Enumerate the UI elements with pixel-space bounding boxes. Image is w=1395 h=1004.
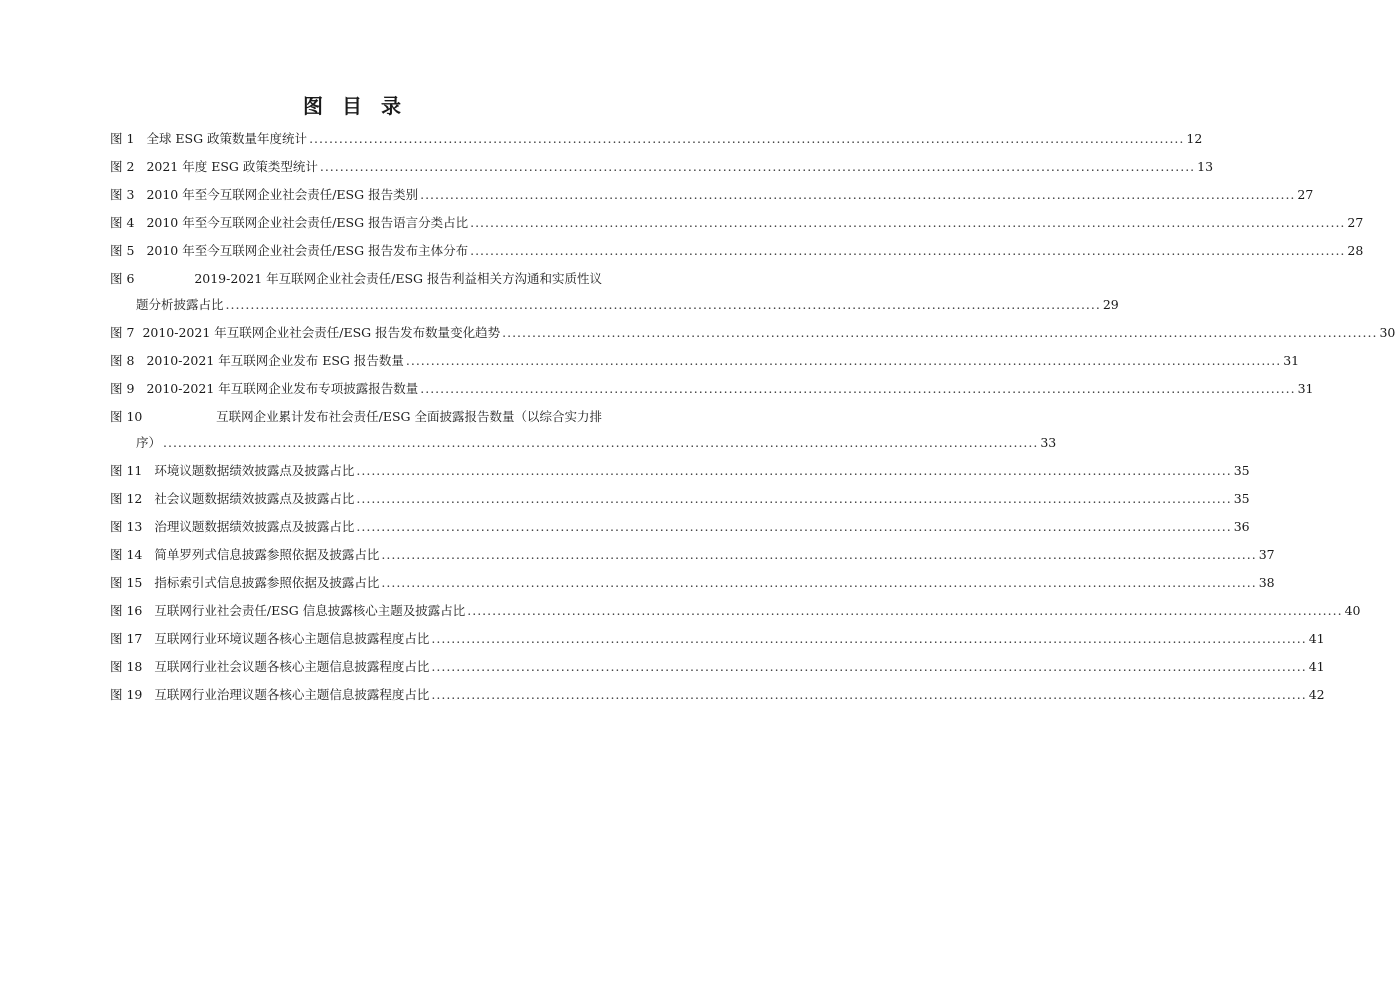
- entry-title-line-1: 互联网企业累计发布社会责任/ESG 全面披露报告数量（以综合实力排: [216, 409, 602, 424]
- toc-entry-fig-7[interactable]: [110, 324, 1395, 342]
- entry-page-number: 31: [1297, 381, 1314, 396]
- entry-title: 2010-2021 年互联网企业发布专项披露报告数量: [146, 381, 419, 396]
- dot-leader: [381, 546, 1256, 564]
- entry-title: 2010 年至今互联网企业社会责任/ESG 报告语言分类占比: [146, 215, 469, 230]
- entry-label: 图 2: [110, 159, 135, 174]
- entry-label: 图 7: [110, 325, 135, 340]
- entry-title: 互联网行业环境议题各核心主题信息披露程度占比: [154, 631, 430, 646]
- entry-label: 图 12: [110, 491, 143, 506]
- entry-title: 2021 年度 ESG 政策类型统计: [146, 159, 318, 174]
- entry-title: 2010 年至今互联网企业社会责任/ESG 报告类别: [146, 187, 419, 202]
- entry-page-number: 41: [1308, 659, 1325, 674]
- entry-page-number: 42: [1308, 687, 1325, 702]
- toc-entry-fig-10[interactable]: [110, 408, 1057, 452]
- entry-page-number: 13: [1197, 159, 1214, 174]
- entry-label: 图 3: [110, 187, 135, 202]
- entry-label: 图 15: [110, 575, 143, 590]
- toc-entry-fig-11[interactable]: [110, 462, 1250, 480]
- toc-entry-fig-6[interactable]: [110, 270, 1119, 314]
- dot-leader: [502, 324, 1377, 342]
- table-of-figures: [110, 130, 1395, 714]
- toc-entry-fig-15[interactable]: [110, 574, 1275, 592]
- entry-label: 图 1: [110, 131, 135, 146]
- toc-entry-fig-5[interactable]: [110, 242, 1364, 260]
- toc-entry-fig-1[interactable]: [110, 130, 1203, 148]
- entry-label: 图 11: [110, 463, 143, 478]
- entry-page-number: 41: [1308, 631, 1325, 646]
- entry-label: 图 16: [110, 603, 143, 618]
- entry-page-number: 35: [1233, 463, 1250, 478]
- entry-title: 互联网行业社会议题各核心主题信息披露程度占比: [154, 659, 430, 674]
- entry-label: 图 13: [110, 519, 143, 534]
- toc-entry-fig-13[interactable]: [110, 518, 1250, 536]
- entry-label: 图 14: [110, 547, 143, 562]
- entry-page-number: 38: [1258, 575, 1275, 590]
- page-title: 图 目 录: [303, 94, 407, 118]
- toc-entry-fig-9[interactable]: [110, 380, 1314, 398]
- toc-entry-fig-2[interactable]: [110, 158, 1214, 176]
- entry-title: 2010 年至今互联网企业社会责任/ESG 报告发布主体分布: [146, 243, 469, 258]
- dot-leader: [431, 686, 1306, 704]
- entry-title-line-1: 2019-2021 年互联网企业社会责任/ESG 报告利益相关方沟通和实质性议: [194, 271, 602, 286]
- entry-label: 图 6: [110, 271, 135, 286]
- dot-leader: [356, 462, 1231, 480]
- entry-title: 2010-2021 年互联网企业社会责任/ESG 报告发布数量变化趋势: [142, 325, 501, 340]
- entry-page-number: 35: [1233, 491, 1250, 506]
- entry-label: 图 19: [110, 687, 143, 702]
- dot-leader: [431, 658, 1306, 676]
- toc-entry-fig-12[interactable]: [110, 490, 1250, 508]
- entry-label: 图 4: [110, 215, 135, 230]
- toc-entry-fig-14[interactable]: [110, 546, 1275, 564]
- entry-title: 2010-2021 年互联网企业发布 ESG 报告数量: [146, 353, 404, 368]
- entry-page-number: 37: [1258, 547, 1275, 562]
- dot-leader: [356, 490, 1231, 508]
- dot-leader: [309, 130, 1184, 148]
- dot-leader: [431, 630, 1306, 648]
- dot-leader: [420, 186, 1295, 204]
- toc-entry-fig-16[interactable]: [110, 602, 1361, 620]
- entry-label: 图 10: [110, 409, 143, 424]
- entry-label: 图 9: [110, 381, 135, 396]
- toc-entry-fig-8[interactable]: [110, 352, 1300, 370]
- toc-entry-fig-17[interactable]: [110, 630, 1325, 648]
- entry-title: 治理议题数据绩效披露点及披露占比: [154, 519, 355, 534]
- entry-title: 简单罗列式信息披露参照依据及披露占比: [154, 547, 380, 562]
- dot-leader: [320, 158, 1195, 176]
- entry-page-number: 36: [1233, 519, 1250, 534]
- entry-page-number: 33: [1040, 435, 1057, 450]
- entry-label: 图 8: [110, 353, 135, 368]
- dot-leader: [406, 352, 1281, 370]
- entry-page-number: 40: [1344, 603, 1361, 618]
- dot-leader: [470, 214, 1345, 232]
- dot-leader: [381, 574, 1256, 592]
- entry-page-number: 12: [1186, 131, 1203, 146]
- entry-page-number: 31: [1283, 353, 1300, 368]
- entry-label: 图 17: [110, 631, 143, 646]
- dot-leader: [470, 242, 1345, 260]
- entry-page-number: 29: [1102, 297, 1119, 312]
- entry-title: 全球 ESG 政策数量年度统计: [146, 131, 308, 146]
- entry-title: 环境议题数据绩效披露点及披露占比: [154, 463, 355, 478]
- toc-entry-fig-18[interactable]: [110, 658, 1325, 676]
- entry-page-number: 27: [1347, 215, 1364, 230]
- entry-page-number: 28: [1347, 243, 1364, 258]
- toc-entry-fig-19[interactable]: [110, 686, 1325, 704]
- entry-page-number: 27: [1297, 187, 1314, 202]
- entry-title-line-2: 题分析披露占比: [136, 297, 224, 312]
- entry-label: 图 5: [110, 243, 135, 258]
- entry-title: 社会议题数据绩效披露点及披露占比: [154, 491, 355, 506]
- entry-title: 互联网行业社会责任/ESG 信息披露核心主题及披露占比: [154, 603, 466, 618]
- entry-label: 图 18: [110, 659, 143, 674]
- entry-title: 指标索引式信息披露参照依据及披露占比: [154, 575, 380, 590]
- dot-leader: [226, 296, 1101, 314]
- toc-entry-fig-4[interactable]: [110, 214, 1364, 232]
- entry-title: 互联网行业治理议题各核心主题信息披露程度占比: [154, 687, 430, 702]
- entry-page-number: 30: [1379, 325, 1395, 340]
- entry-title-line-2: 序）: [136, 435, 162, 450]
- dot-leader: [420, 380, 1295, 398]
- dot-leader: [467, 602, 1342, 620]
- dot-leader: [163, 434, 1038, 452]
- toc-entry-fig-3[interactable]: [110, 186, 1314, 204]
- dot-leader: [356, 518, 1231, 536]
